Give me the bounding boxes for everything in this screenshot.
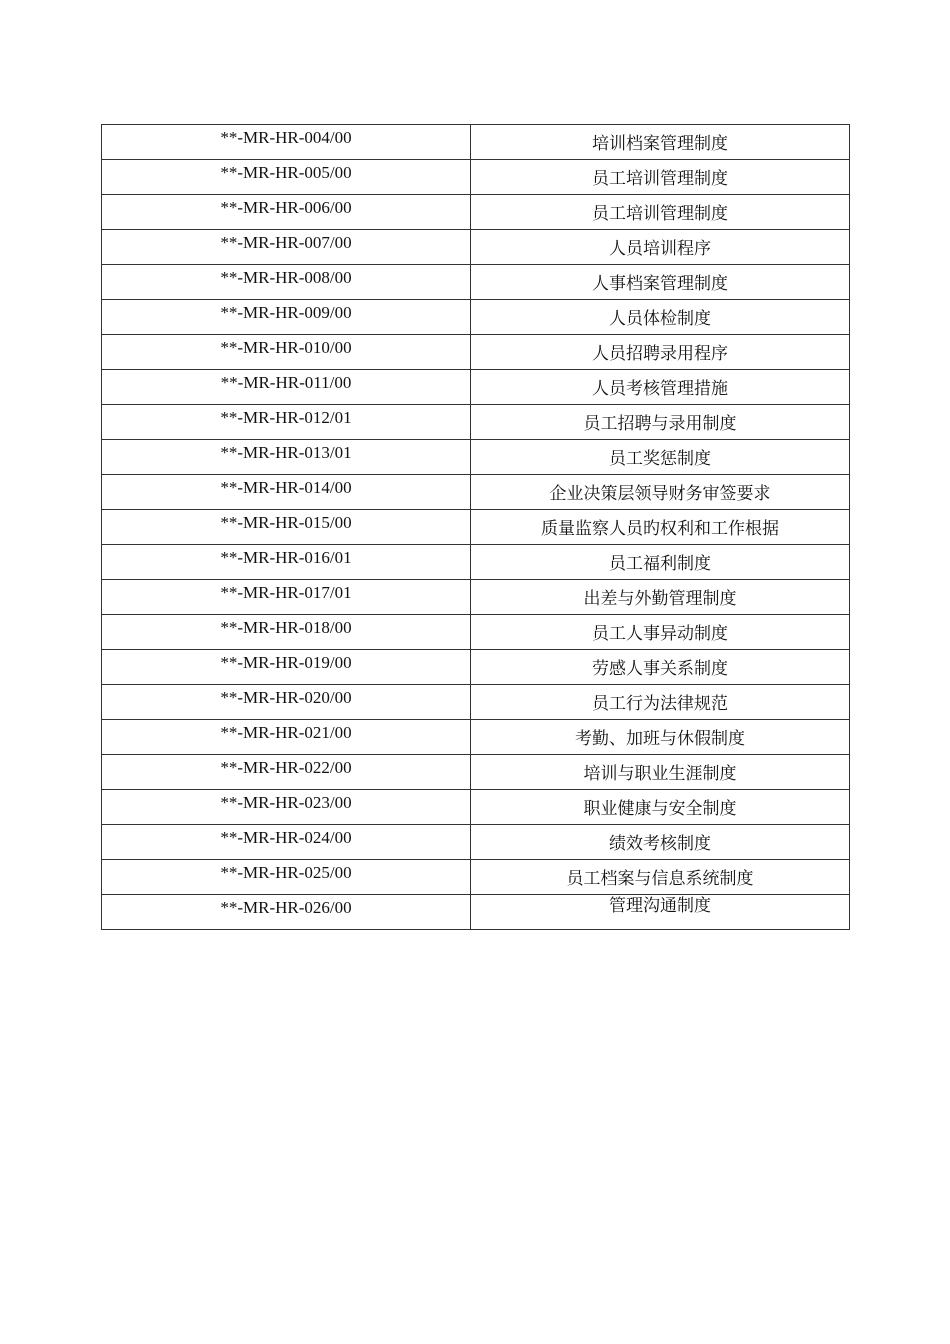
document-title-cell: 人员考核管理措施: [471, 370, 850, 405]
document-code-cell: **-MR-HR-008/00: [102, 265, 471, 300]
table-row: [102, 195, 850, 230]
table-row: [102, 125, 850, 160]
document-code-cell: **-MR-HR-011/00: [102, 370, 471, 405]
table-row: [102, 790, 850, 825]
table-row: [102, 825, 850, 860]
document-title-cell: 质量监察人员旳权利和工作根据: [471, 510, 850, 545]
document-code-cell: **-MR-HR-025/00: [102, 860, 471, 895]
document-code-cell: **-MR-HR-020/00: [102, 685, 471, 720]
document-code-cell: **-MR-HR-015/00: [102, 510, 471, 545]
document-code-cell: **-MR-HR-017/01: [102, 580, 471, 615]
table-row: [102, 615, 850, 650]
document-title-cell: 管理沟通制度: [471, 895, 850, 930]
document-title-cell: 劳感人事关系制度: [471, 650, 850, 685]
document-title-cell: 培训档案管理制度: [471, 125, 850, 160]
document-code-cell: **-MR-HR-018/00: [102, 615, 471, 650]
document-index-table: [101, 124, 850, 930]
table-body: [102, 125, 850, 930]
document-code-cell: **-MR-HR-023/00: [102, 790, 471, 825]
document-code-cell: **-MR-HR-022/00: [102, 755, 471, 790]
document-title-cell: 人员招聘录用程序: [471, 335, 850, 370]
document-code-cell: **-MR-HR-009/00: [102, 300, 471, 335]
document-title-cell: 人员体检制度: [471, 300, 850, 335]
document-title-cell: 培训与职业生涯制度: [471, 755, 850, 790]
document-code-cell: **-MR-HR-010/00: [102, 335, 471, 370]
document-title-cell: 员工档案与信息系统制度: [471, 860, 850, 895]
document-code-cell: **-MR-HR-021/00: [102, 720, 471, 755]
table-row: [102, 475, 850, 510]
document-title-cell: 企业决策层领导财务审签要求: [471, 475, 850, 510]
document-title-cell: 员工奖惩制度: [471, 440, 850, 475]
table-row: [102, 300, 850, 335]
document-code-cell: **-MR-HR-005/00: [102, 160, 471, 195]
table-row: [102, 860, 850, 895]
document-title-cell: 人事档案管理制度: [471, 265, 850, 300]
document-title-cell: 员工行为法律规范: [471, 685, 850, 720]
document-title-cell: 职业健康与安全制度: [471, 790, 850, 825]
document-code-cell: **-MR-HR-004/00: [102, 125, 471, 160]
table-row: [102, 580, 850, 615]
table-row: [102, 265, 850, 300]
document-title-cell: 考勤、加班与休假制度: [471, 720, 850, 755]
table-row: [102, 160, 850, 195]
table-row: [102, 545, 850, 580]
document-title-cell: 绩效考核制度: [471, 825, 850, 860]
table-row: [102, 895, 850, 930]
document-code-cell: **-MR-HR-012/01: [102, 405, 471, 440]
table-row: [102, 335, 850, 370]
table-row: [102, 720, 850, 755]
document-code-cell: **-MR-HR-014/00: [102, 475, 471, 510]
table-row: [102, 755, 850, 790]
table-row: [102, 650, 850, 685]
document-title-cell: 出差与外勤管理制度: [471, 580, 850, 615]
document-title-cell: 员工福利制度: [471, 545, 850, 580]
table-row: [102, 370, 850, 405]
table-row: [102, 685, 850, 720]
table-row: [102, 230, 850, 265]
document-title-cell: 员工招聘与录用制度: [471, 405, 850, 440]
document-code-cell: **-MR-HR-026/00: [102, 895, 471, 930]
document-title-cell: 员工人事异动制度: [471, 615, 850, 650]
table-row: [102, 405, 850, 440]
document-title-cell: 人员培训程序: [471, 230, 850, 265]
document-code-cell: **-MR-HR-019/00: [102, 650, 471, 685]
table-row: [102, 440, 850, 475]
document-title-cell: 员工培训管理制度: [471, 160, 850, 195]
document-code-cell: **-MR-HR-013/01: [102, 440, 471, 475]
document-code-cell: **-MR-HR-016/01: [102, 545, 471, 580]
document-code-cell: **-MR-HR-006/00: [102, 195, 471, 230]
document-code-cell: **-MR-HR-024/00: [102, 825, 471, 860]
table-row: [102, 510, 850, 545]
document-code-cell: **-MR-HR-007/00: [102, 230, 471, 265]
document-title-cell: 员工培训管理制度: [471, 195, 850, 230]
